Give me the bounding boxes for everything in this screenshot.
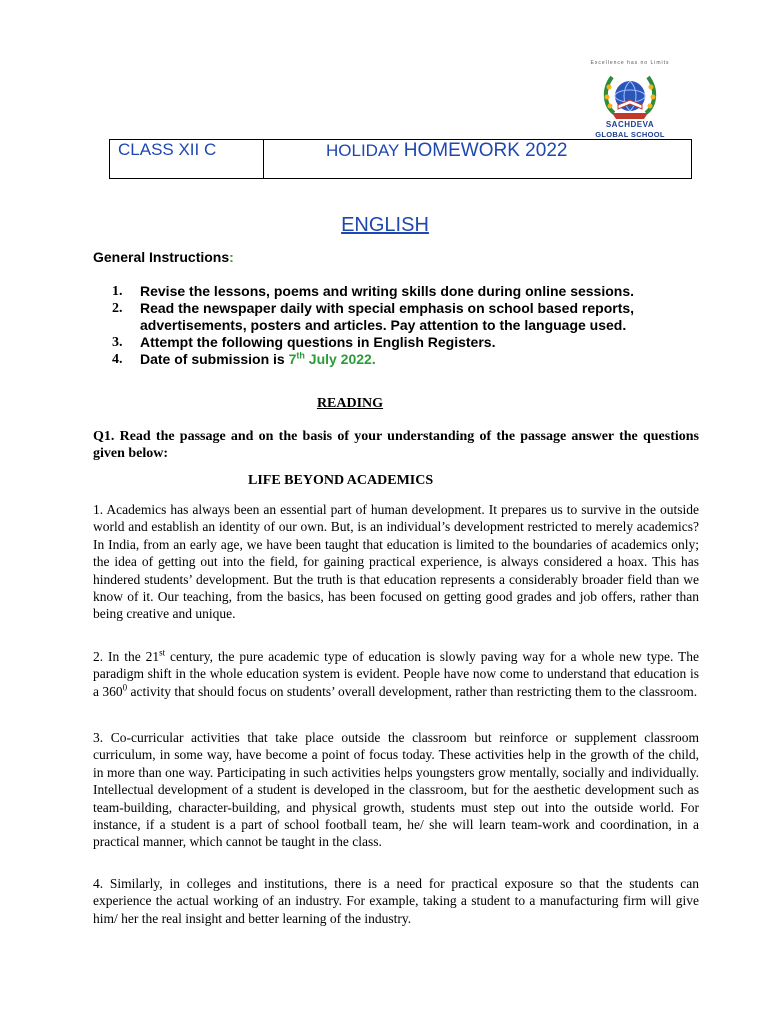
- instruction-item: [112, 351, 712, 368]
- instruction-item: [112, 334, 712, 351]
- instructions-list: [112, 283, 712, 368]
- logo-name-line2: GLOBAL SCHOOL: [595, 130, 665, 139]
- submission-date-rest: July 2022.: [304, 351, 376, 367]
- passage-paragraph: 4. Similarly, in colleges and institutions, there is a need for practical exposure so that the students can experience the actual working of an industry. For example, taking a student to a manufacturing firm will give him/ her the real insight and better learning of the industry.: [93, 876, 699, 926]
- instruction-text: Read the newspaper daily with special emphasis on school based reports, advertisements, posters and articles. Pay attention to the language used.: [140, 300, 635, 333]
- school-logo: [584, 60, 676, 140]
- passage-paragraph: 3. Co-curricular activities that take place outside the classroom but reinforce or supplement classroom curriculum, in some way, have become a point of focus today. These activities help in the growth of the child, in more than one way. Participating in such activities helps youngsters grow mentally, socially and individually. Intellectual development of a student is developed in the classroom, but for the aesthetic development such as team-building, character-building, and physical growth, students must step out into the outside world. For instance, if a student is a part of school football team, he/ she will learn team-work and coordination, in a practical manner, which cannot be taught in the class.: [93, 730, 699, 850]
- general-instructions-label: [93, 249, 234, 265]
- subject-heading: ENGLISH: [341, 214, 429, 236]
- logo-name-line1: SACHDEVA: [605, 120, 655, 129]
- instruction-item: [112, 300, 712, 334]
- class-label: CLASS XII C: [118, 140, 217, 159]
- instruction-text: Revise the lessons, poems and writing skills done during online sessions.: [140, 283, 635, 299]
- instruction-number: 4.: [112, 352, 123, 367]
- passage-paragraph: [93, 648, 699, 700]
- gi-label-text: General Instructions: [93, 249, 230, 265]
- instruction-number: 1.: [112, 284, 123, 299]
- homework-title: [326, 140, 567, 162]
- submission-date-day: 7: [288, 351, 297, 367]
- p2-sup-degree: 0: [122, 682, 128, 693]
- instruction-text: Attempt the following questions in English Registers.: [140, 334, 496, 350]
- gi-colon: :: [229, 249, 234, 265]
- p2-text-c: activity that should focus on students’ overall development, rather than restricting them to the classroom.: [127, 683, 698, 699]
- submission-date: [289, 351, 376, 367]
- instruction-item: [112, 283, 712, 300]
- instruction-number: 3.: [112, 335, 123, 350]
- p2-sup-st: st: [159, 647, 166, 658]
- instruction-number: 2.: [112, 301, 123, 316]
- submission-date-suffix: th: [296, 350, 305, 361]
- instruction-text: Date of submission is: [140, 351, 289, 367]
- p2-text-b: century, the pure academic type of education is slowly paving way for a whole new type. The paradigm shift in the whole education system is evident. People have now come to understand that education is a 360: [93, 649, 699, 699]
- passage-title: LIFE BEYOND ACADEMICS: [248, 473, 434, 488]
- school-crest-icon: [600, 69, 660, 121]
- homework-title-main: HOMEWORK 2022: [403, 140, 568, 161]
- section-heading-reading: READING: [316, 396, 384, 411]
- p2-text-a: 2. In the 21: [93, 649, 160, 664]
- question-text: Q1. Read the passage and on the basis of your understanding of the passage answer the questions given below:: [93, 429, 699, 461]
- passage-paragraph: 1. Academics has always been an essential part of human development. It prepares us to survive in the outside world and establish an identity of our own. But, is an individual’s development restricted to merely academics? In India, from an early age, we have been taught that education is limited to the boundaries of academics only; the idea of getting out into the field, for gaining practical experience, is always considered a hoax. This has hindered students’ development. But the truth is that education represents a considerably broader field than we know of it. Our teaching, from the basics, has been focused on getting good grades and job offers, rather than being creative and unique.: [93, 502, 699, 622]
- homework-title-prefix: HOLIDAY: [326, 141, 404, 160]
- logo-tagline: Excellence has no Limits: [590, 60, 670, 66]
